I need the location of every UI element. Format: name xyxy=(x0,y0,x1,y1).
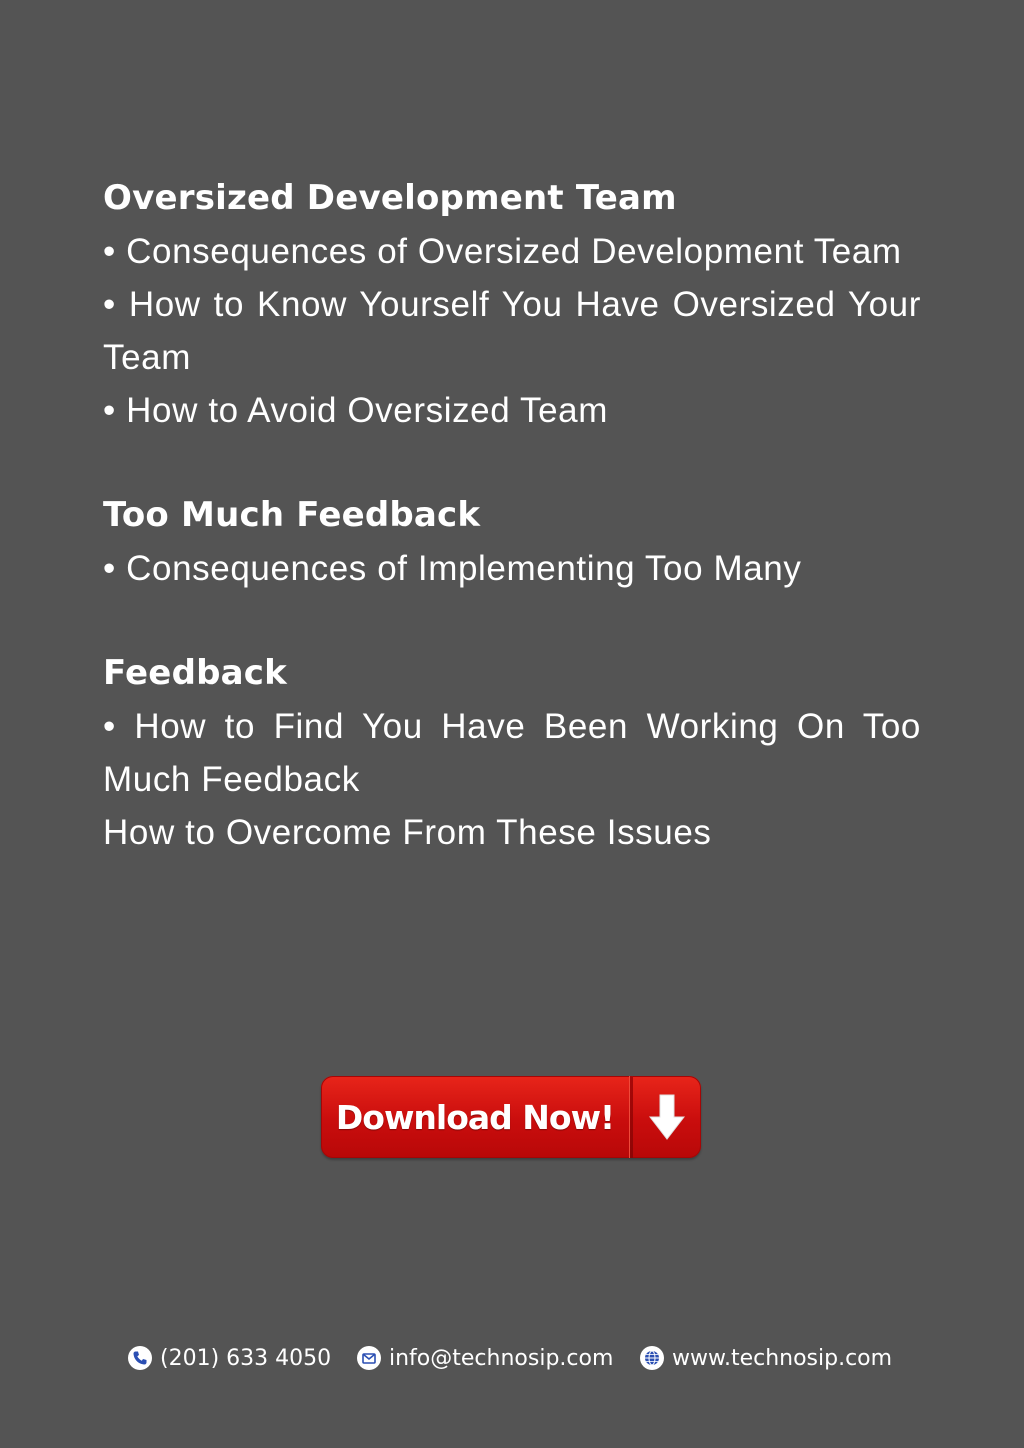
phone-number: (201) 633 4050 xyxy=(160,1345,332,1371)
main-content xyxy=(103,172,921,859)
email-address: info@technosip.com xyxy=(389,1345,614,1371)
list-item: How to Overcome From These Issues xyxy=(103,813,712,852)
list-item: • How to Find You Have Been Working On Too Much Feedback xyxy=(103,707,921,799)
section-heading-oversized-team: Oversized Development Team xyxy=(103,178,677,218)
footer-contact-bar xyxy=(0,1340,1024,1376)
download-now-button[interactable] xyxy=(321,1076,701,1158)
footer-phone[interactable] xyxy=(128,1340,331,1376)
envelope-icon xyxy=(357,1346,381,1370)
list-item: • Consequences of Implementing Too Many xyxy=(103,549,802,588)
section-heading-too-much-feedback: Too Much Feedback xyxy=(103,495,481,535)
list-item: • How to Know Yourself You Have Oversized Your Team xyxy=(103,285,921,377)
down-arrow-icon xyxy=(633,1076,701,1158)
globe-icon xyxy=(640,1346,664,1370)
section-heading-feedback: Feedback xyxy=(103,653,287,693)
download-button-label: Download Now! xyxy=(335,1097,615,1137)
footer-email[interactable] xyxy=(357,1340,613,1376)
list-item: • Consequences of Oversized Development Team xyxy=(103,232,902,271)
phone-icon xyxy=(128,1346,152,1370)
website-url: www.technosip.com xyxy=(672,1345,893,1371)
list-item: • How to Avoid Oversized Team xyxy=(103,391,608,430)
footer-website[interactable] xyxy=(640,1340,892,1376)
